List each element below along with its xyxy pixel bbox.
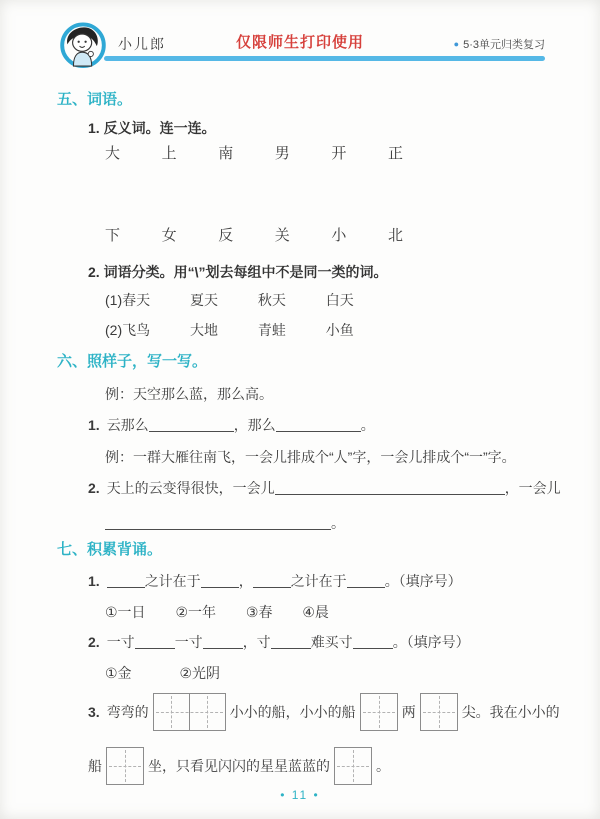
fill-blank bbox=[271, 634, 311, 649]
option-item: ④晨 bbox=[302, 604, 329, 620]
fill-blank bbox=[353, 634, 393, 649]
question-text: 两 bbox=[401, 704, 416, 720]
question-number: 2. bbox=[88, 634, 100, 650]
page-header bbox=[0, 0, 600, 85]
word-item: 夏天 bbox=[190, 292, 219, 308]
question-text: 。（填序号） bbox=[384, 573, 462, 589]
fill-question bbox=[88, 571, 550, 591]
match-char: 开 bbox=[331, 145, 347, 162]
word-item: (1)春天 bbox=[105, 292, 151, 308]
section-five-heading: 五、词语。 bbox=[57, 91, 133, 108]
question-text: 。 bbox=[376, 758, 390, 774]
q2-title: 2. 词语分类。用“\”划去每组中不是同一类的词。 bbox=[88, 264, 388, 280]
writing-grid-box bbox=[420, 693, 458, 731]
match-char: 关 bbox=[274, 227, 290, 244]
fill-blank bbox=[107, 573, 145, 588]
page-number: • 11 • bbox=[280, 788, 320, 802]
section-seven-heading: 七、积累背诵。 bbox=[57, 541, 163, 558]
question-text: 坐，只看见闪闪的星星蓝蓝的 bbox=[148, 758, 330, 774]
word-item: 青蛙 bbox=[257, 322, 286, 338]
writing-grid-box bbox=[360, 693, 398, 731]
word-item: 白天 bbox=[325, 292, 354, 308]
question-text: 。 bbox=[360, 417, 375, 433]
writing-grid-box bbox=[334, 747, 372, 785]
match-char: 小 bbox=[331, 227, 347, 244]
question-number: 1. bbox=[88, 417, 100, 433]
match-row-top bbox=[105, 144, 403, 163]
option-item: ①金 bbox=[105, 665, 132, 681]
print-use-notice: 仅限师生打印使用 bbox=[235, 34, 364, 51]
header-rule bbox=[104, 56, 545, 61]
question-number: 3. bbox=[88, 704, 100, 720]
question-number: 2. bbox=[88, 480, 100, 496]
fill-blank bbox=[105, 515, 331, 530]
unit-label bbox=[454, 36, 545, 52]
match-char: 下 bbox=[105, 227, 121, 244]
unit-bullet-icon: ● bbox=[453, 39, 460, 49]
question-text: 一寸 bbox=[106, 634, 135, 650]
question-text: ，一会儿 bbox=[504, 480, 561, 496]
match-char: 大 bbox=[105, 145, 121, 162]
option-item: ①一日 bbox=[105, 604, 146, 620]
writing-grid-box bbox=[106, 747, 144, 785]
fill-question-continued bbox=[105, 513, 550, 533]
word-item: (2)飞鸟 bbox=[105, 322, 151, 338]
match-row-bottom bbox=[105, 226, 403, 245]
fill-blank bbox=[149, 417, 234, 432]
match-char: 北 bbox=[387, 227, 403, 244]
option-item: ②光阴 bbox=[179, 665, 221, 681]
brand-name: 小儿郎 bbox=[118, 36, 166, 52]
match-char: 反 bbox=[218, 227, 234, 244]
fill-question bbox=[88, 478, 561, 498]
fill-question bbox=[88, 632, 550, 652]
example-sentence: 例：天空那么蓝，那么高。 bbox=[105, 386, 273, 402]
question-text: 之计在于 bbox=[144, 573, 201, 589]
unit-label-text: 5·3单元归类复习 bbox=[463, 39, 545, 51]
fill-blank bbox=[135, 634, 175, 649]
fill-blank bbox=[201, 573, 239, 588]
question-text: 小小的船，小小的船 bbox=[229, 704, 356, 720]
fill-blank bbox=[276, 417, 361, 432]
question-text: ，寸 bbox=[242, 634, 271, 650]
question-text: 弯弯的 bbox=[106, 704, 149, 720]
word-group-2 bbox=[105, 321, 550, 340]
option-item: ②一年 bbox=[175, 604, 217, 620]
example-sentence: 例：一群大雁往南飞，一会儿排成个“人”字，一会儿排成个“一”字。 bbox=[105, 449, 516, 465]
writing-grid-double-box bbox=[153, 693, 226, 731]
fill-blank bbox=[347, 573, 385, 588]
writing-grid-question-line1 bbox=[88, 693, 560, 731]
question-text: 船 bbox=[88, 758, 102, 774]
match-char: 南 bbox=[218, 145, 234, 162]
question-text: 。（填序号） bbox=[392, 634, 470, 650]
fill-blank bbox=[275, 480, 505, 495]
question-text: 尖。我在小小的 bbox=[461, 704, 560, 720]
match-char: 男 bbox=[274, 145, 290, 162]
word-item: 秋天 bbox=[257, 292, 286, 308]
question-number: 1. bbox=[88, 573, 100, 589]
fill-question bbox=[88, 415, 550, 435]
writing-grid-question-line2 bbox=[88, 747, 550, 785]
option-row bbox=[105, 602, 550, 622]
fill-blank bbox=[203, 634, 243, 649]
word-item: 大地 bbox=[190, 322, 219, 338]
question-text: 天上的云变得很快，一会儿 bbox=[106, 480, 275, 496]
word-item: 小鱼 bbox=[325, 322, 354, 338]
option-item: ③春 bbox=[245, 604, 273, 620]
question-text: ，那么 bbox=[233, 417, 276, 433]
option-row bbox=[105, 663, 550, 683]
q1-title: 1. 反义词。连一连。 bbox=[88, 120, 216, 136]
question-text: ， bbox=[238, 573, 253, 589]
match-char: 上 bbox=[161, 145, 177, 162]
question-text: 一寸 bbox=[174, 634, 203, 650]
question-text: 云那么 bbox=[106, 417, 149, 433]
question-text: 难买寸 bbox=[310, 634, 353, 650]
question-text: 之计在于 bbox=[290, 573, 347, 589]
fill-blank bbox=[253, 573, 291, 588]
question-text: 。 bbox=[331, 515, 345, 531]
worksheet-body bbox=[57, 85, 561, 785]
section-six-heading: 六、照样子，写一写。 bbox=[57, 353, 208, 370]
word-group-1 bbox=[105, 291, 550, 310]
match-char: 女 bbox=[161, 227, 177, 244]
match-char: 正 bbox=[387, 145, 403, 162]
